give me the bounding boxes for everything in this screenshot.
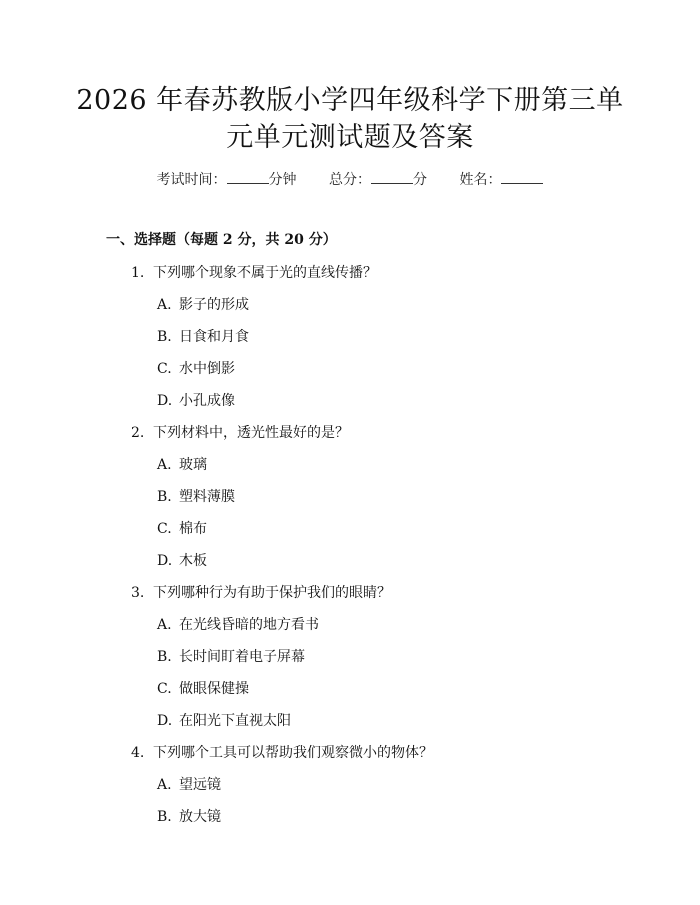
option-1c xyxy=(157,358,235,378)
score-blank xyxy=(371,171,413,184)
option-text: 长时间盯着电子屏幕 xyxy=(179,649,305,665)
option-letter: B. xyxy=(157,489,172,505)
exam-score xyxy=(329,169,427,189)
option-3d xyxy=(157,710,291,730)
name-blank xyxy=(501,171,543,184)
option-letter: B. xyxy=(157,809,172,825)
question-2 xyxy=(131,422,349,442)
time-label: 考试时间： xyxy=(156,172,227,188)
option-letter: A. xyxy=(157,617,172,633)
option-2d xyxy=(157,550,207,570)
option-text: 放大镜 xyxy=(179,809,221,825)
option-letter: A. xyxy=(157,777,172,793)
option-letter: D. xyxy=(157,553,173,569)
title-line-1: 2026 年春苏教版小学四年级科学下册第三单 xyxy=(76,85,624,116)
question-number: 4. xyxy=(131,745,145,761)
option-letter: A. xyxy=(157,457,172,473)
score-label: 总分： xyxy=(329,172,371,188)
option-letter: B. xyxy=(157,649,172,665)
option-text: 玻璃 xyxy=(179,457,207,473)
option-2a xyxy=(157,454,207,474)
question-text: 下列哪个工具可以帮助我们观察微小的物体？ xyxy=(153,745,433,761)
question-3 xyxy=(131,582,391,602)
title-line-2: 元单元测试题及答案 xyxy=(226,122,474,153)
option-4b xyxy=(157,806,221,826)
exam-time xyxy=(157,169,297,189)
option-3a xyxy=(157,614,319,634)
question-text: 下列哪种行为有助于保护我们的眼睛？ xyxy=(153,585,391,601)
option-letter: C. xyxy=(157,361,172,377)
option-letter: D. xyxy=(157,393,173,409)
option-text: 望远镜 xyxy=(179,777,221,793)
option-text: 日食和月食 xyxy=(179,329,249,345)
option-1b xyxy=(157,326,249,346)
option-3b xyxy=(157,646,305,666)
option-1d xyxy=(157,390,235,410)
option-text: 小孔成像 xyxy=(179,393,235,409)
option-text: 在光线昏暗的地方看书 xyxy=(179,617,319,633)
question-text: 下列哪个现象不属于光的直线传播？ xyxy=(153,265,377,281)
option-text: 木板 xyxy=(179,553,207,569)
option-text: 在阳光下直视太阳 xyxy=(179,713,291,729)
option-3c xyxy=(157,678,249,698)
time-unit: 分钟 xyxy=(268,172,297,188)
option-letter: B. xyxy=(157,329,172,345)
score-unit: 分 xyxy=(413,172,427,188)
time-blank xyxy=(227,171,269,184)
option-text: 塑料薄膜 xyxy=(179,489,235,505)
question-1 xyxy=(131,262,377,282)
exam-name xyxy=(459,169,543,189)
option-text: 棉布 xyxy=(179,521,207,537)
section-heading: 一、选择题（每题 2 分，共 20 分） xyxy=(106,232,337,248)
option-4a xyxy=(157,774,221,794)
option-2c xyxy=(157,518,207,538)
option-letter: C. xyxy=(157,681,172,697)
question-number: 3. xyxy=(131,585,145,601)
option-letter: A. xyxy=(157,297,172,313)
option-text: 做眼保健操 xyxy=(179,681,249,697)
option-letter: C. xyxy=(157,521,172,537)
name-label: 姓名： xyxy=(459,172,502,188)
question-number: 2. xyxy=(131,425,145,441)
option-2b xyxy=(157,486,235,506)
exam-meta xyxy=(0,169,700,189)
option-text: 影子的形成 xyxy=(179,297,249,313)
question-text: 下列材料中，透光性最好的是？ xyxy=(153,425,349,441)
option-letter: D. xyxy=(157,713,173,729)
question-number: 1. xyxy=(131,265,145,281)
question-4 xyxy=(131,742,433,762)
option-1a xyxy=(157,294,249,314)
option-text: 水中倒影 xyxy=(179,361,235,377)
